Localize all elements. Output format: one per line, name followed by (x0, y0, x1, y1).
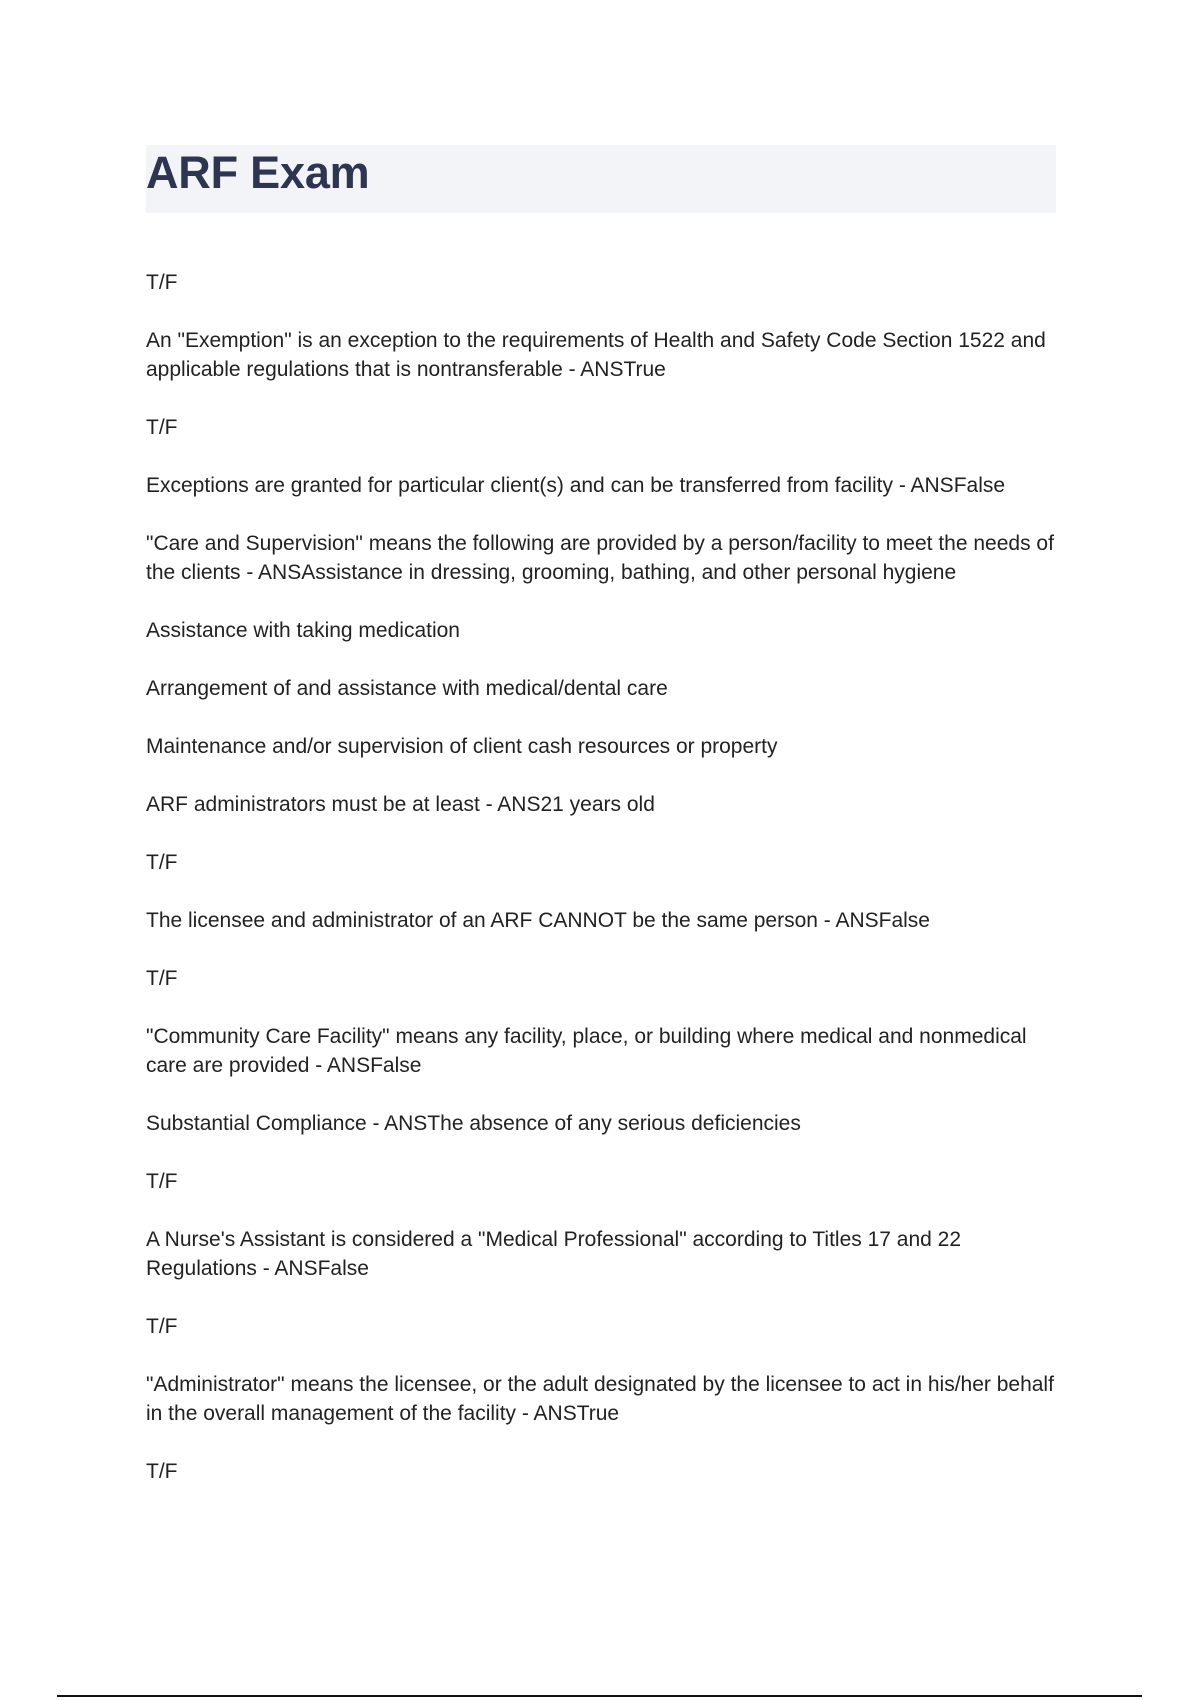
paragraph: Maintenance and/or supervision of client cash resources or property (146, 735, 778, 758)
paragraph: Assistance with taking medication (146, 619, 460, 642)
paragraph: T/F (146, 967, 178, 990)
paragraph: T/F (146, 416, 178, 439)
document-body (146, 268, 1058, 1515)
paragraph: A Nurse's Assistant is considered a "Medical Professional" according to Titles 17 and 22 Regulations - ANSFalse (146, 1228, 962, 1280)
paragraph: "Administrator" means the licensee, or the adult designated by the licensee to act in his/her behalf in the overall management of the facility - ANSTrue (146, 1373, 1054, 1425)
paragraph: T/F (146, 1460, 178, 1483)
paragraph: Arrangement of and assistance with medical/dental care (146, 677, 668, 700)
footer-divider (57, 1695, 1142, 1697)
paragraph: An "Exemption" is an exception to the requirements of Health and Safety Code Section 1522 and applicable regulations that is nontransferable - ANSTrue (146, 329, 1046, 381)
paragraph: T/F (146, 1170, 178, 1193)
paragraph: T/F (146, 1315, 178, 1338)
paragraph: Substantial Compliance - ANSThe absence of any serious deficiencies (146, 1112, 801, 1135)
paragraph: The licensee and administrator of an ARF CANNOT be the same person - ANSFalse (146, 909, 930, 932)
paragraph: "Care and Supervision" means the following are provided by a person/facility to meet the needs of the clients - ANSAssistance in dressing, grooming, bathing, and other personal hygiene (146, 532, 1054, 584)
paragraph: "Community Care Facility" means any facility, place, or building where medical and nonmedical care are provided - ANSFalse (146, 1025, 1027, 1077)
paragraph: T/F (146, 851, 178, 874)
paragraph: Exceptions are granted for particular client(s) and can be transferred from facility - ANSFalse (146, 474, 1006, 497)
paragraph: ARF administrators must be at least - ANS21 years old (146, 793, 655, 816)
paragraph: T/F (146, 271, 178, 294)
document-title: ARF Exam (146, 147, 370, 198)
